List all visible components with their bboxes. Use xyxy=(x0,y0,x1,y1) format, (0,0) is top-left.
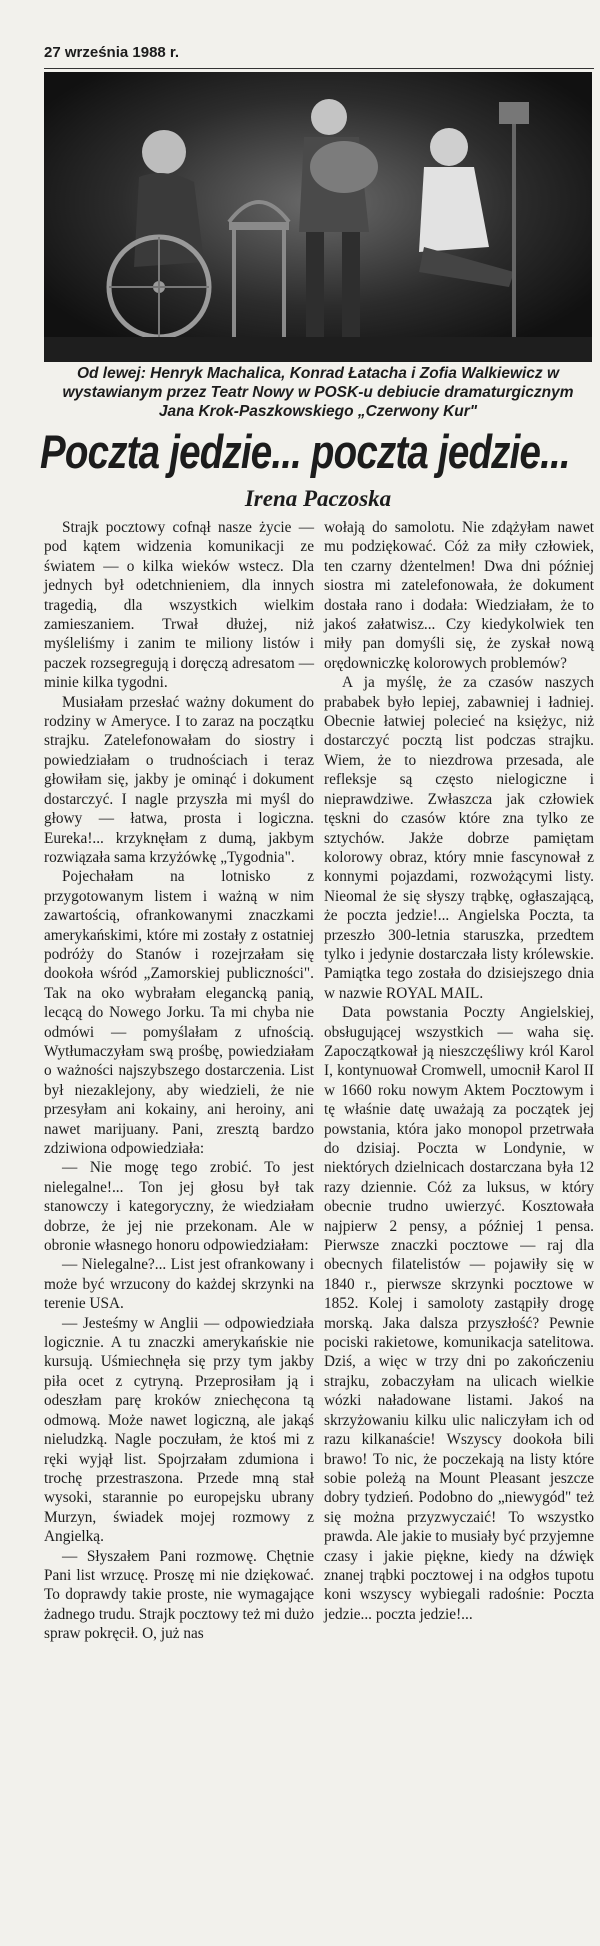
paragraph: wołają do samolotu. Nie zdążyłam nawet mu podziękować. Cóż za miły człowiek, ten czarny dżentelmen! Dwa dni później siostra mi zatelefonowała, że dokument dostała rano i dodała: Wiedziałam, że to jakoś załatwisz... Czy kiedykolwiek ten miły pan domyśli się, że zyskał nową orędowniczkę kolorowych problemów? xyxy=(324,519,594,672)
stage-photo-image xyxy=(44,72,592,362)
paragraph: — Nie mogę tego zrobić. To jest nielegalne!... Ton jej głosu był tak stanowczy i kategoryczny, że wiedziałam dobrze, że jej nie przekonam. Ale w obronie własnego honoru odpowiedziałam: xyxy=(44,1159,314,1255)
paragraph: — Nielegalne?... List jest ofrankowany i może być wrzucony do każdej skrzynki na terenie USA. xyxy=(44,1256,314,1313)
header-divider xyxy=(44,68,594,69)
photo-caption: Od lewej: Henryk Machalica, Konrad Łatacha i Zofia Walkiewicz w wystawianym przez Teatr Nowy w POSK-u debiucie dramaturgicznym Jana Krok-Paszkowskiego „Czerwony Kur" xyxy=(62,365,574,420)
paragraph: — Słyszałem Pani rozmowę. Chętnie Pani list wrzucę. Proszę mi nie dziękować. To doprawdy takie proste, nie wymagające żadnego trudu. Strajk pocztowy też mi dużo spraw pokręcił. O, już nas xyxy=(44,1547,314,1643)
issue-date: 27 września 1988 r. xyxy=(44,44,180,61)
article-column-right xyxy=(324,518,594,1624)
paragraph: — Jesteśmy w Anglii — odpowiedziała logicznie. A tu znaczki amerykańskie nie kursują. Uśmiechnęła się przy tym jakby piła ocet z cytryną. Przeprosiłam ją i odeszłam parę kroków zniechęcona tą odmową. Może nawet logiczną, ale jakąś nieludzką. Nagle poczułam, że ktoś mi z ręki wyjął list. Spojrzałam zdumiona i trochę przestraszona. Przede mną stał wysoki, starannie po europejsku ubrany Murzyn, świadek mojej rozmowy z Angielką. xyxy=(44,1314,314,1546)
paragraph: Data powstania Poczty Angielskiej, obsługującej wszystkich — waha się. Zapoczątkował ją nieszczęśliwy król Karol I, kontynuował Cromwell, umocnił Karol II w 1660 roku nowym Aktem Pocztowym i tę właśnie datę uważają za początek jej powstania, która jako monopol przetrwała do dzisiaj. Poczta w Londynie, w niektórych dzielnicach dostarczana była 12 razy dziennie. Cóż za luksus, w który obecnie trudno uwierzyć. Kosztowała najpierw 2 pensy, a później 1 pensa. Pierwsze znaczki pocztowe — raj dla obecnych filatelistów — pojawiły się w 1840 r., pierwsze skrzynki pocztowe w 1852. Kolej i samoloty zastąpiły drogę morską. Jaka dalsza przyszłość? Pewnie pociski rakietowe, komunikacja satelitowa. Dziś, a więc w trzy dni po zakończeniu strajku, zobaczyłam na ulicach wielkie wózki naładowane listami. Jakoś na skrzyżowaniu kilku ulic naliczyłam ich od razu kilkanaście! Wszyscy dookoła bili brawo! To nic, że poczekają na listy które sobie poleżą na Mount Pleasant jeszcze dobry tydzień. Podobno do „niewygód" też się można przyzwyczaić! To wszystko prawda. Ale jakie to musiały być przyjemne czasy i jakie piękne, kiedy na dźwięk znanej trąbki pocztowej i na odgłos tupotu koni wszyscy wybiegali radośnie: Poczta jedzie... poczta jedzie!... xyxy=(324,1004,594,1623)
paragraph: Pojechałam na lotnisko z przygotowanym listem i ważną w nim zawartością, ofrankowanymi znaczkami amerykańskimi, które mi zostały z ostatniej podróży do Stanów i rozejrzałam się dookoła wśród „Zamorskiej publiczności". Tak na oko wybrałam elegancką panią, lecącą do Nowego Jorku. Ta mi chyba nie odmówi — pomyślałam z ufnością. Wytłumaczyłam swą prośbę, powiedziałam o ważności najszybszego dostarczenia. List był niezaklejony, aby wiedzieli, że nie przesyłam ani kokainy, ani heroiny, ani nawet marijuany. Pani, zresztą bardzo zdziwiona odpowiedziała: xyxy=(44,868,314,1157)
article-byline: Irena Paczoska xyxy=(244,486,392,511)
paragraph: A ja myślę, że za czasów naszych prababek było lepiej, zabawniej i ładniej. Obecnie łatwiej polecieć na księżyc, niż dostarczyć pocztą list podczas strajku. Wiem, że to niezdrowa przesada, ale refleksje są często nielogiczne i nieprawdziwe. Zwłaszcza jak człowiek tęskni do czasów które zna tylko ze sztychów. Jakże dobrze pamiętam kolorowy obraz, który mnie fascynował z konnymi pojazdami, rozwożącymi listy. Nieomal że się słyszy trąbkę, ogłaszającą, że poczta jedzie!... Angielska Poczta, ta przeszło 300-letnia staruszka, przedtem tylko i jedynie dostarczała listy królewskie. Pamiątka tego została do dzisiejszego dnia w nazwie ROYAL MAIL. xyxy=(324,674,594,1002)
paragraph: Strajk pocztowy cofnął nasze życie — pod kątem widzenia komunikacji ze światem — o kilka wieków wstecz. Dla jednych był odetchnieniem, dla innych tragedią, dla wszystkich wielkim zamieszaniem. Trwał dłużej, niż myśleliśmy i zanim te miliony listów i paczek rozsegregują i doręczą adresatom — minie kilka tygodni. xyxy=(44,519,314,692)
article-headline: Poczta jedzie... poczta jedzie... xyxy=(40,425,570,478)
stage-photo xyxy=(44,72,592,362)
paragraph: Musiałam przesłać ważny dokument do rodziny w Ameryce. I to zaraz na początku strajku. Zatelefonowałam do siostry i powiedziałam o trudnościach i teraz głowiłam się, jakby je ominąć i dokument dostarczyć. I nagle przyszła mi myśl do głowy — łatwa, prosta i logiczna. Eureka!... krzyknęłam z dumą, jakbym rozwiązała sama krzyżówkę „Tygodnia". xyxy=(44,693,314,866)
article-column-left xyxy=(44,518,314,1644)
